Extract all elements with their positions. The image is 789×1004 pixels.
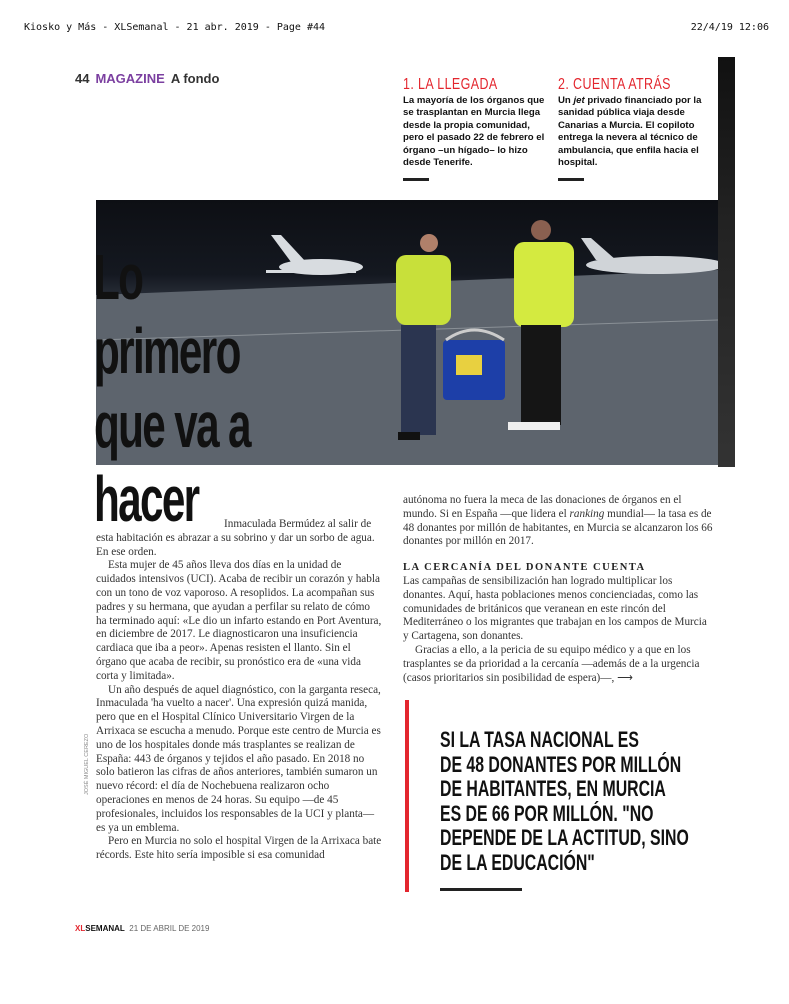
divider (440, 888, 522, 891)
text: Un (558, 95, 574, 106)
footer-date: 21 DE ABRIL DE 2019 (129, 924, 210, 933)
jet-right (581, 238, 718, 274)
paragraph: Pero en Murcia no solo el hospital Virgen de la Arrixaca bate récords. Este hito sería imposible si esa comunidad (96, 835, 382, 862)
cooler-box (443, 330, 505, 400)
quote-bar (405, 700, 409, 892)
divider (403, 178, 429, 181)
headline-line: hacer (94, 463, 199, 535)
body-column-1 (96, 518, 382, 863)
caption-1 (403, 76, 553, 181)
quote-line: DE 48 DONANTES POR MILLÓN (440, 751, 682, 777)
subheading: LA CERCANÍA DEL DONANTE CUENTA (403, 562, 646, 574)
paragraph: Un año después de aquel diagnóstico, con la garganta reseca, Inmaculada 'ha vuelto a nacer'. Una expresión quizá manida, pero que en el Hospital Clínico Universitario Virgen de la Arrixaca se escucha a menudo. Porque este centro de Murcia es uno de los hospitales donde más trasplantes se realizan de España: 443 de órganos y tejidos el año pasado. En 2018 no solo batieron las cifras de años anteriores, también sumaron un nuevo récord: el día de Nochebuena realizaron ocho operaciones en menos de 24 horas. Su equipo —de 45 profesionales, incluidos los responsables de la UCI y planta— es ya un emblema. (96, 683, 381, 834)
quote-line: SI LA TASA NACIONAL ES (440, 727, 639, 752)
headline-line: Lo (94, 241, 143, 313)
brand: SEMANAL (85, 924, 125, 933)
lead-text: Inmaculada Bermúdez al salir de esta habitación es abrazar a su sobrino y dar un sorbo de agua. En ese orden. (96, 518, 375, 558)
window-title: Kiosko y Más - XLSemanal - 21 abr. 2019 - Page #44 (24, 22, 326, 33)
quote-line: DE HABITANTES, EN MURCIA (440, 776, 666, 801)
pull-quote (440, 728, 689, 875)
brand-xl: XL (75, 924, 86, 933)
paragraph: Esta mujer de 45 años lleva dos días en la unidad de cuidados intensivos (UCI). Acaba de recibir un corazón y habla con un tono de voz vaporoso. A resoplidos. La acompañan sus padres y su hermana, que ayudan a perfilar su relato de cómo ha terminado aquí: «Le dio un infarto estando en Port Aventura, en diciembre de 2017. Le diagnosticaron una insuficiencia cardiaca que iba a peor». Apenas resisten el llanto. Sin el órgano que acaba de recibir, su pronóstico era de «una vida corta y limitada». (96, 559, 382, 682)
quote-line: DE LA EDUCACIÓN" (440, 849, 595, 875)
caption-title: 2. CUENTA ATRÁS (558, 76, 671, 93)
page-edge (718, 57, 735, 467)
photo-credit: JOSÉ MIGUEL CEREZO (84, 733, 90, 795)
text: mundial— la tasa es de 48 donantes por millón de habitantes, en Murcia se alcanzaron los 66 donantes por millón en 2017. (403, 507, 713, 548)
headline-line: primero (94, 315, 240, 387)
section-name: MAGAZINE (95, 71, 165, 86)
divider (558, 178, 584, 181)
text: autónoma no fuera la meca de las donaciones de órganos en el mundo. Si en España —que lidera el (403, 494, 682, 520)
quote-line: ES DE 66 POR MILLÓN. "NO (440, 800, 654, 826)
page-header (75, 71, 219, 86)
paragraph (403, 494, 715, 549)
caption-text (558, 95, 708, 169)
paragraph (96, 518, 382, 559)
paragraph: Las campañas de sensibilización han logrado multiplicar los donantes. Aquí, hasta poblaciones menos concienciadas, como las comunidades de británicos que veranean en este rincón del Mediterráneo o los migrantes que trabajan en los campos de Murcia y Cartagena, son donantes. (403, 574, 707, 643)
window-timestamp: 22/4/19 12:06 (690, 22, 769, 33)
quote-line: DEPENDE DE LA ACTITUD, SINO (440, 825, 689, 850)
caption-text: La mayoría de los órganos que se trasplantan en Murcia llega desde la propia comunidad, pero el pasado 22 de febrero el órgano –un hígado– lo hizo desde Tenerife. (403, 95, 545, 169)
caption-title: 1. LA LLEGADA (403, 76, 498, 93)
body-column-2 (403, 494, 715, 685)
caption-2 (558, 76, 708, 181)
paragraph: Gracias a ello, a la pericia de su equipo médico y a que en los trasplantes se da prioridad a la cercanía —además de a la urgencia (casos prioritarios sin posibilidad de espera)—, ⟶ (403, 643, 700, 684)
text-emphasis: ranking (569, 507, 605, 520)
headline-line: que va a (94, 389, 250, 461)
text-emphasis: jet (573, 95, 585, 106)
text: privado financiado por la sanidad pública viaja desde Canarias a Murcia. El copiloto entrega la nevera al técnico de ambulancia, que enfila hacia el hospital. (558, 95, 702, 169)
jet-left (266, 235, 363, 275)
footer (75, 924, 209, 933)
subsection-name: A fondo (170, 71, 220, 86)
page-number: 44 (75, 71, 90, 86)
